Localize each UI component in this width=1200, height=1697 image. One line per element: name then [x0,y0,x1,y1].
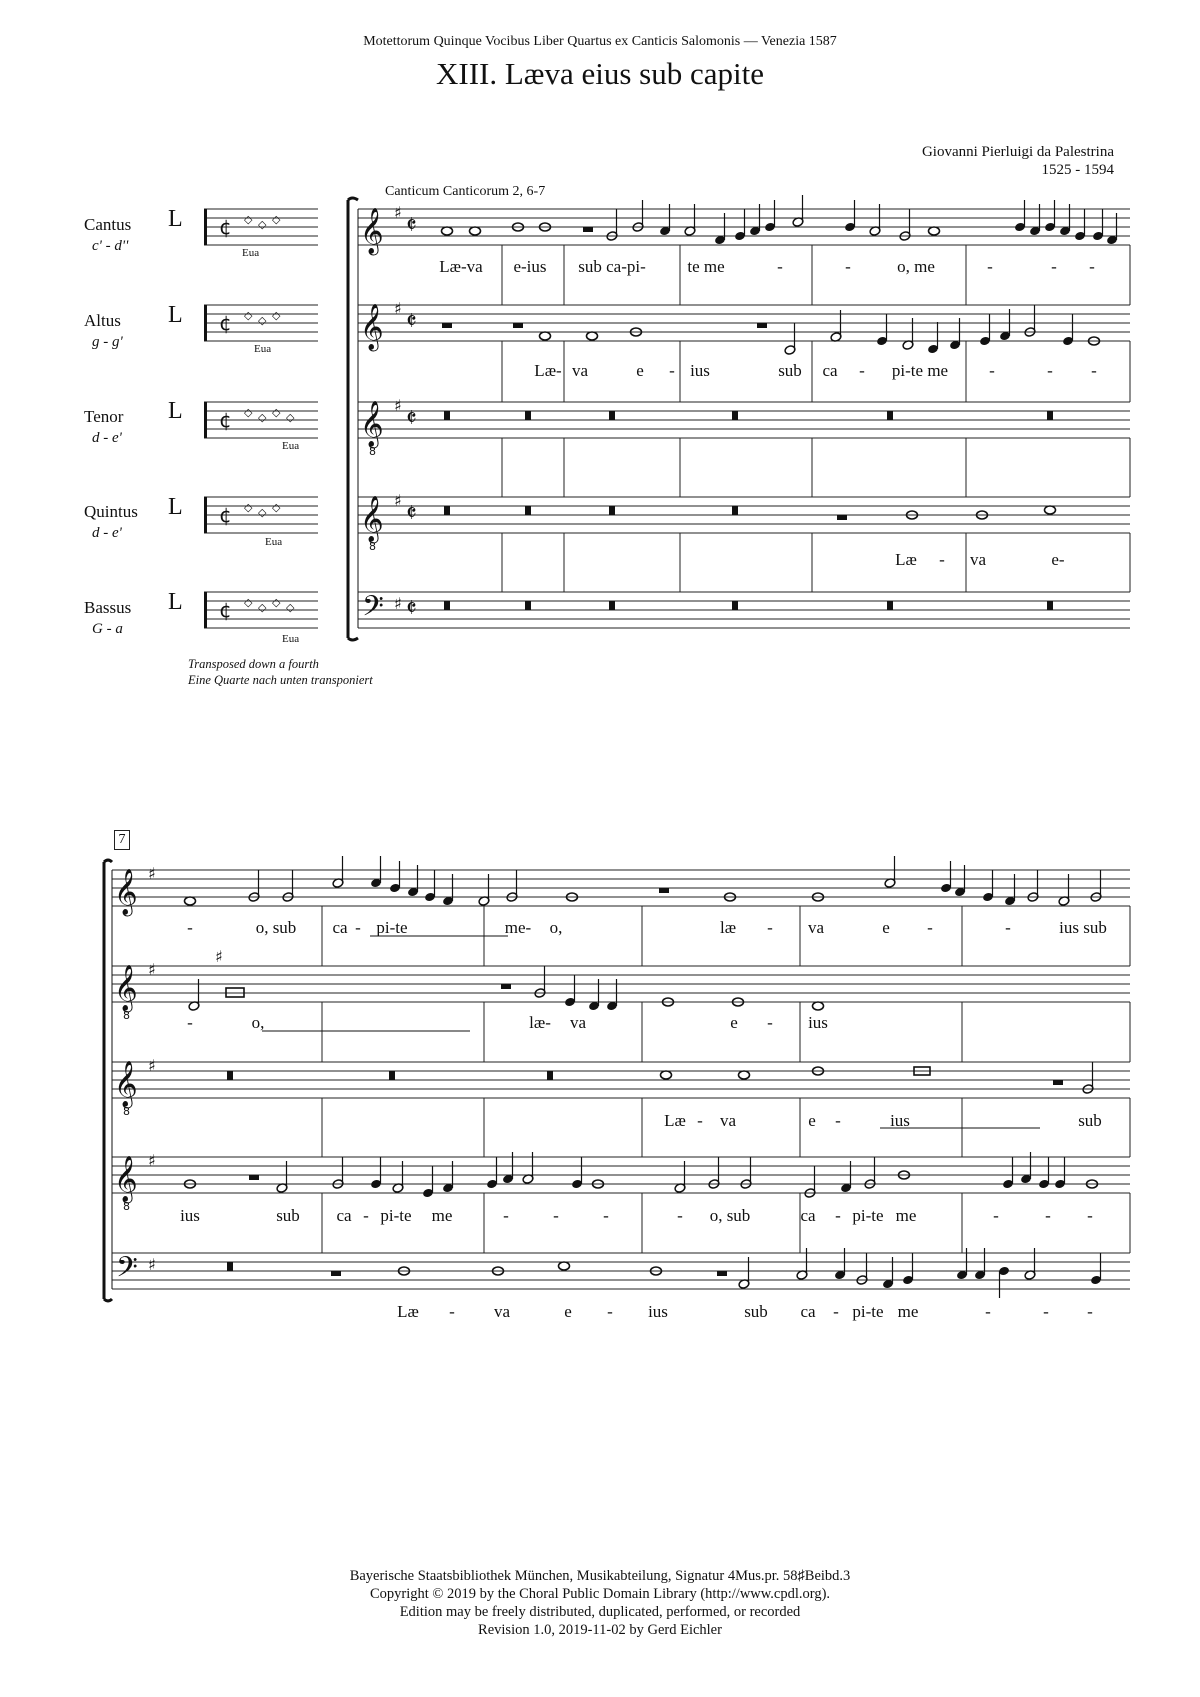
incipit-note: ◇ [272,213,281,226]
incipit-note: ◇ [244,406,253,419]
tenor-lyric-syllable: e [808,1111,816,1130]
altus-lyric-syllable: - [669,361,675,380]
quintus-lyric-syllable: - [1045,1206,1051,1225]
cut-time-icon: 𝄵 [406,404,417,432]
incipit-mensuration-icon: ¢ [219,598,232,622]
incipit-mensuration-icon: ¢ [219,311,232,335]
bassus-lyric-syllable: - [449,1302,455,1321]
cantus-lyric-syllable: sub ca-pi- [578,257,646,276]
incipit-eua-quintus: Eua [265,536,283,548]
incipit-eua-cantus: Eua [242,247,260,259]
rest [501,984,511,989]
altus-lyric-syllable: o, [251,1013,265,1032]
altus-lyric-syllable: e [636,361,644,380]
footer-revision: Revision 1.0, 2019-11-02 by Gerd Eichler [478,1622,722,1638]
quintus-lyric-syllable: pi-te [380,1206,412,1225]
quintus-lyric-syllable: - [993,1206,999,1225]
key-sharp-icon: ♯ [148,1056,156,1075]
whole-note [929,227,940,235]
cantus-lyric-syllable: - [845,257,851,276]
treble-clef-icon: 𝄞 [114,1156,138,1202]
voice-range-bassus: G - a [92,621,123,637]
incipit-letter-cantus: L [168,206,183,232]
cantus-lyric-syllable: ius sub [1059,918,1107,937]
voice-range-altus: g - g' [92,334,123,350]
bar-number: 7 [114,830,130,850]
incipit-note: ◇ [286,601,295,614]
bass-clef-icon: 𝄢 [116,1251,138,1291]
rest [442,323,452,328]
rest [757,323,767,328]
cantus-lyric-syllable: o, [549,918,563,937]
voice-name-tenor: Tenor [84,407,124,426]
incipit-note: ◇ [272,501,281,514]
breve-rest [227,1071,233,1080]
incipit-clef [204,209,207,245]
quintus-lyric-syllable: - [503,1206,509,1225]
quintus-lyric-syllable: - [835,1206,841,1225]
cut-time-icon: 𝄵 [406,499,417,527]
breve-rest [547,1071,553,1080]
composer-dates: 1525 - 1594 [1041,162,1114,178]
cantus-lyric-syllable: - [1051,257,1057,276]
altus-lyric-syllable: ius [690,361,710,380]
treble-clef-icon: 𝄞 [360,208,384,254]
incipit-note: ◇ [286,411,295,424]
altus-lyric-syllable: pi-te me [891,361,949,380]
whole-note [813,1002,824,1010]
treble-clef-icon: 𝄞 [114,965,138,1011]
whole-note [1045,506,1056,514]
quintus-lyric-syllable: - [553,1206,559,1225]
altus-lyric-syllable: sub [778,361,802,380]
incipit-note: ◇ [272,596,281,609]
quintus-lyric-syllable: pi-te [852,1206,884,1225]
incipit-clef [204,592,207,628]
cantus-lyric-syllable: - [187,918,193,937]
quintus-lyric-syllable: - [603,1206,609,1225]
cantus-lyric-syllable: - [355,918,361,937]
altus-lyric-syllable: va [571,361,589,380]
bassus-lyric-syllable: va [493,1302,511,1321]
system-bracket [348,198,358,640]
bassus-lyric-syllable: me [897,1302,919,1321]
breve-rest [525,601,531,610]
whole-note [540,332,551,340]
bassus-lyric-syllable: e [564,1302,572,1321]
octave-mark: 8 [369,445,376,458]
cantus-lyric-syllable: - [767,918,773,937]
cantus-lyric-syllable: - [1005,918,1011,937]
breve-rest [444,411,450,420]
incipit-letter-altus: L [168,302,183,328]
treble-clef-icon: 𝄞 [114,1061,138,1107]
cantus-lyric-syllable: ca [332,918,348,937]
transposition-note-en: Transposed down a fourth [188,657,319,671]
treble-clef-icon: 𝄞 [360,496,384,542]
cantus-lyric-syllable: - [777,257,783,276]
footer-license: Edition may be freely distributed, duplicated, performed, or recorded [399,1604,801,1620]
incipit-eua-bassus: Eua [282,633,300,645]
voice-name-cantus: Cantus [84,215,132,234]
rest [513,323,523,328]
incipit-eua-tenor: Eua [282,440,300,452]
breve-rest [887,411,893,420]
incipit-note: ◇ [258,314,267,327]
breve-rest [609,506,615,515]
quintus-lyric-syllable: va [969,550,987,569]
accidental-sharp-icon: ♯ [215,947,223,966]
incipit-note: ◇ [244,309,253,322]
incipit-letter-tenor: L [168,398,183,424]
rest [837,515,847,520]
key-sharp-icon: ♯ [148,1255,156,1274]
incipit-note: ◇ [258,506,267,519]
altus-lyric-syllable: Læ- [534,361,562,380]
bassus-lyric-syllable: sub [744,1302,768,1321]
incipit-note: ◇ [244,213,253,226]
quintus-lyric-syllable: me [895,1206,917,1225]
whole-note [470,227,481,235]
text-source: Canticum Canticorum 2, 6-7 [385,184,546,199]
bassus-lyric-syllable: ius [648,1302,668,1321]
quintus-lyric-syllable: - [677,1206,683,1225]
breve-rest [1047,601,1053,610]
quintus-lyric-syllable: ca [336,1206,352,1225]
quintus-lyric-syllable: sub [276,1206,300,1225]
breve-rest [444,601,450,610]
rest [583,227,593,232]
cut-time-icon: 𝄵 [406,594,417,622]
key-sharp-icon: ♯ [148,960,156,979]
incipit-note: ◇ [258,601,267,614]
voice-range-cantus: c' - d'' [92,238,129,254]
quintus-lyric-syllable: ius [180,1206,200,1225]
rest [717,1271,727,1276]
voice-name-altus: Altus [84,311,121,330]
cantus-lyric-syllable: læ [719,918,737,937]
cantus-lyric-syllable: te me [687,257,725,276]
voice-name-quintus: Quintus [84,502,138,521]
breve-rest [389,1071,395,1080]
incipit-letter-bassus: L [168,589,183,615]
cantus-lyric-syllable: Læ-va [439,257,483,276]
bassus-lyric-syllable: - [1087,1302,1093,1321]
key-sharp-icon: ♯ [394,396,402,415]
quintus-lyric-syllable: me [431,1206,453,1225]
incipit-clef [204,305,207,341]
cut-time-icon: 𝄵 [406,307,417,335]
key-sharp-icon: ♯ [394,299,402,318]
incipit-clef [204,402,207,438]
whole-note [559,1262,570,1270]
breve-rest [525,506,531,515]
piece-title: XIII. Læva eius sub capite [436,56,764,91]
cantus-lyric-syllable: - [927,918,933,937]
quintus-lyric-syllable: ca [800,1206,816,1225]
incipit-note: ◇ [244,501,253,514]
tenor-lyric-syllable: va [719,1111,737,1130]
quintus-lyric-syllable: o, sub [709,1206,751,1225]
altus-lyric-syllable: - [767,1013,773,1032]
rest [1053,1080,1063,1085]
footer-copyright: Copyright © 2019 by the Choral Public Domain Library (http://www.cpdl.org). [369,1586,831,1602]
cantus-lyric-syllable: e-ius [513,257,547,276]
cantus-lyric-syllable: me- [504,918,532,937]
incipit-note: ◇ [244,596,253,609]
key-sharp-icon: ♯ [394,203,402,222]
incipit-note: ◇ [272,406,281,419]
quintus-lyric-syllable: - [939,550,945,569]
whole-note [185,897,196,905]
treble-clef-icon: 𝄞 [114,869,138,915]
altus-lyric-syllable: va [569,1013,587,1032]
bassus-lyric-syllable: Læ [397,1302,419,1321]
cantus-lyric-syllable: - [1089,257,1095,276]
rest [659,888,669,893]
altus-lyric-syllable: læ- [529,1013,551,1032]
breve-rest [732,601,738,610]
incipit-eua-altus: Eua [254,343,272,355]
voice-name-bassus: Bassus [84,598,132,617]
key-sharp-icon: ♯ [148,1151,156,1170]
breve-rest [1047,411,1053,420]
altus-lyric-syllable: ca [822,361,838,380]
bassus-lyric-syllable: - [833,1302,839,1321]
tenor-lyric-syllable: - [835,1111,841,1130]
octave-mark: 8 [123,1009,130,1022]
treble-clef-icon: 𝄞 [360,304,384,350]
key-sharp-icon: ♯ [148,864,156,883]
quintus-lyric-syllable: e- [1051,550,1065,569]
breve-rest [227,1262,233,1271]
quintus-lyric-syllable: - [363,1206,369,1225]
whole-note [739,1071,750,1079]
treble-clef-icon: 𝄞 [360,401,384,447]
octave-mark: 8 [369,540,376,553]
quintus-lyric-syllable: - [1087,1206,1093,1225]
altus-lyric-syllable: - [1091,361,1097,380]
whole-note [442,227,453,235]
voice-range-quintus: d - e' [92,525,122,541]
whole-note [661,1071,672,1079]
collection-title: Motettorum Quinque Vocibus Liber Quartus ex Canticis Salomonis — Venezia 1587 [363,34,837,49]
key-sharp-icon: ♯ [394,594,402,613]
cantus-lyric-syllable: e [882,918,890,937]
altus-lyric-syllable: - [187,1013,193,1032]
tenor-lyric-syllable: ius [890,1111,910,1130]
cantus-lyric-syllable: o, sub [255,918,297,937]
cantus-lyric-syllable: - [987,257,993,276]
octave-mark: 8 [123,1200,130,1213]
breve-rest [732,506,738,515]
altus-lyric-syllable: - [989,361,995,380]
rest [249,1175,259,1180]
bassus-lyric-syllable: - [985,1302,991,1321]
octave-mark: 8 [123,1105,130,1118]
tenor-lyric-syllable: sub [1078,1111,1102,1130]
cantus-lyric-syllable: pi-te [376,918,408,937]
quintus-lyric-syllable: Læ [895,550,917,569]
breve-rest [444,506,450,515]
tenor-lyric-syllable: - [697,1111,703,1130]
breve-rest [732,411,738,420]
breve-rest [609,411,615,420]
incipit-mensuration-icon: ¢ [219,408,232,432]
rest [331,1271,341,1276]
key-sharp-icon: ♯ [394,491,402,510]
tenor-lyric-syllable: Læ [664,1111,686,1130]
bassus-lyric-syllable: pi-te [852,1302,884,1321]
bass-clef-icon: 𝄢 [362,590,384,630]
altus-lyric-syllable: - [859,361,865,380]
cantus-lyric-syllable: va [807,918,825,937]
system-bracket [104,860,112,1301]
bassus-lyric-syllable: ca [800,1302,816,1321]
altus-lyric-syllable: e [730,1013,738,1032]
bassus-lyric-syllable: - [607,1302,613,1321]
incipit-note: ◇ [272,309,281,322]
incipit-mensuration-icon: ¢ [219,503,232,527]
breve-rest [887,601,893,610]
incipit-note: ◇ [258,218,267,231]
composer-name: Giovanni Pierluigi da Palestrina [921,144,1114,160]
altus-lyric-syllable: - [1047,361,1053,380]
altus-lyric-syllable: ius [808,1013,828,1032]
cantus-lyric-syllable: o, me [897,257,935,276]
whole-note [587,332,598,340]
incipit-clef [204,497,207,533]
incipit-letter-quintus: L [168,494,183,520]
voice-range-tenor: d - e' [92,430,122,446]
breve-rest [525,411,531,420]
bassus-lyric-syllable: - [1043,1302,1049,1321]
footer-source: Bayerische Staatsbibliothek München, Musikabteilung, Signatur 4Mus.pr. 58♯Beibd.3 [349,1568,851,1584]
incipit-note: ◇ [258,411,267,424]
breve-rest [609,601,615,610]
cut-time-icon: 𝄵 [406,211,417,239]
incipit-mensuration-icon: ¢ [219,215,232,239]
transposition-note-de: Eine Quarte nach unten transponiert [188,673,373,687]
